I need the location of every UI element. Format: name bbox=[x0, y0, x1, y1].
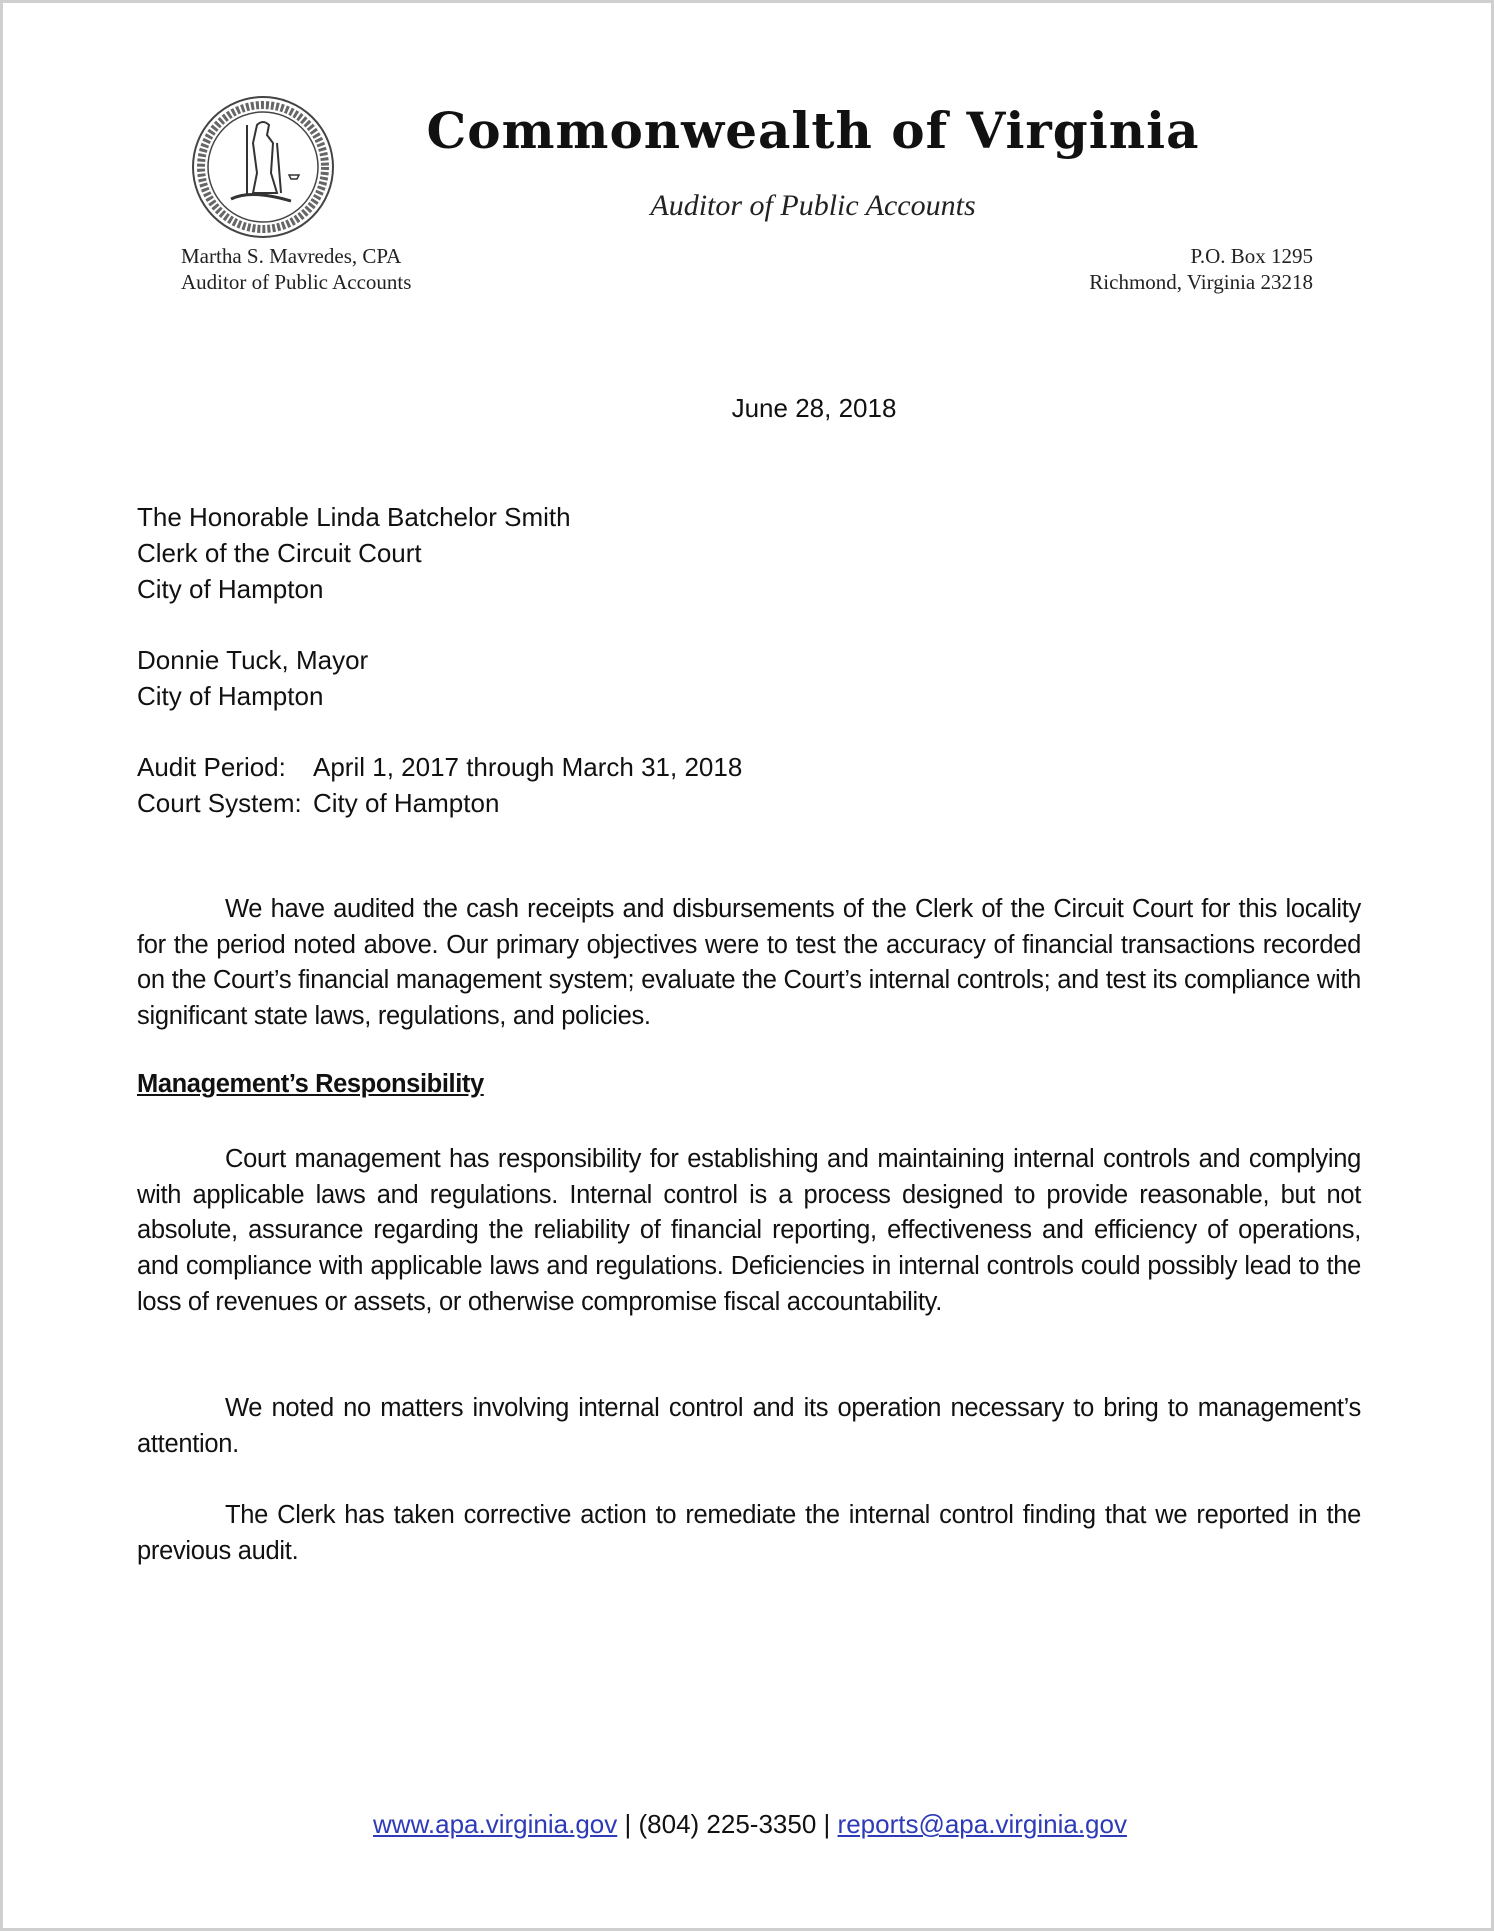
footer-contact bbox=[3, 1809, 1494, 1840]
recipient-line: The Honorable Linda Batchelor Smith bbox=[137, 502, 571, 532]
intro-paragraph: We have audited the cash receipts and disbursements of the Clerk of the Circuit Court for this locality for the period noted above. Our primary objectives were to test the accuracy of financial transactions recorded on the Court’s financial management system; evaluate the Court’s internal controls; and test its compliance with significant state laws, regulations, and policies. bbox=[137, 895, 1361, 1031]
court-system-label: Court System: bbox=[137, 788, 302, 818]
email-link[interactable]: reports@apa.virginia.gov bbox=[837, 1809, 1127, 1839]
letterhead-subtitle: Auditor of Public Accounts bbox=[650, 189, 976, 222]
responsibility-paragraph: Court management has responsibility for establishing and maintaining internal controls and complying with applicable laws and regulations. Internal control is a process designed to provide reasonable, but not absolute, assurance regarding the reliability of financial reporting, effectiveness and efficiency of operations, and compliance with applicable laws and regulations. Deficiencies in internal controls could possibly lead to the loss of revenues or assets, or otherwise compromise fiscal accountability. bbox=[137, 1145, 1361, 1316]
letterhead-title: Commonwealth of Virginia bbox=[426, 101, 1200, 160]
recipient-line: Clerk of the Circuit Court bbox=[137, 538, 422, 568]
website-link[interactable]: www.apa.virginia.gov bbox=[373, 1809, 618, 1839]
audit-info bbox=[137, 749, 742, 821]
mailing-address bbox=[1089, 243, 1313, 295]
recipient-line: Donnie Tuck, Mayor bbox=[137, 645, 369, 675]
city-state-zip: Richmond, Virginia 23218 bbox=[1089, 270, 1313, 294]
audit-period-value: April 1, 2017 through March 31, 2018 bbox=[313, 752, 743, 782]
po-box: P.O. Box 1295 bbox=[1190, 244, 1313, 268]
auditor-title: Auditor of Public Accounts bbox=[181, 270, 412, 294]
no-matters-paragraph: We noted no matters involving internal control and its operation necessary to bring to management’s attention. bbox=[137, 1394, 1361, 1458]
phone-number: (804) 225-3350 bbox=[638, 1809, 817, 1839]
audit-period-row bbox=[137, 749, 742, 785]
audit-period-label: Audit Period: bbox=[137, 752, 286, 782]
section-heading: Management’s Responsibility bbox=[137, 1070, 484, 1098]
letter-date: June 28, 2018 bbox=[731, 393, 897, 423]
court-system-value: City of Hampton bbox=[313, 788, 500, 818]
court-system-row bbox=[137, 785, 742, 821]
auditor-info bbox=[181, 243, 411, 295]
corrective-action-paragraph: The Clerk has taken corrective action to remediate the internal control finding that we reported in the previous audit. bbox=[137, 1501, 1361, 1565]
recipient-clerk bbox=[137, 499, 571, 607]
footer-separator: | bbox=[624, 1809, 632, 1839]
recipient-line: City of Hampton bbox=[137, 574, 324, 604]
footer-separator: | bbox=[823, 1809, 831, 1839]
recipient-mayor bbox=[137, 642, 368, 714]
recipient-line: City of Hampton bbox=[137, 681, 324, 711]
auditor-name: Martha S. Mavredes, CPA bbox=[181, 244, 402, 268]
